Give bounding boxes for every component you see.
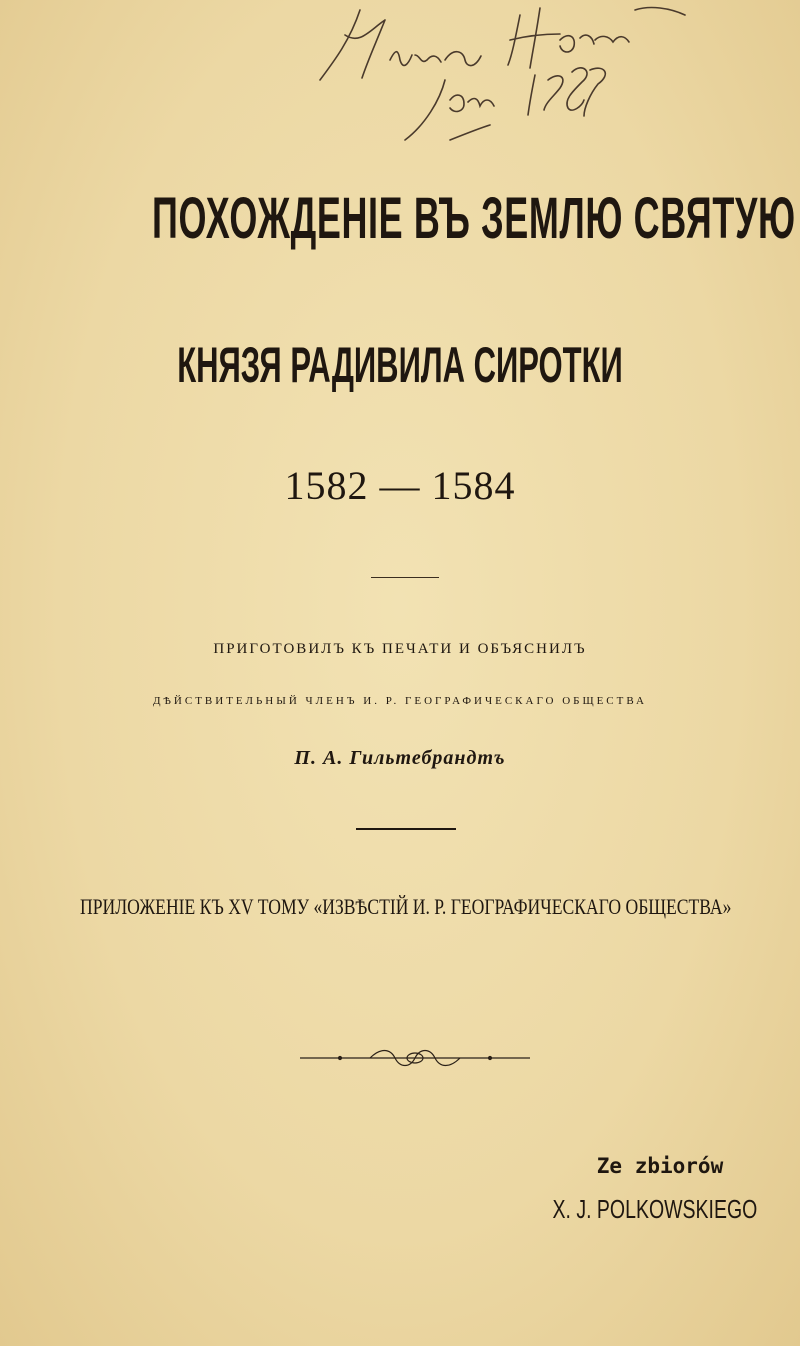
page-subtitle: КНЯЗЯ РАДИВИЛА СИРОТКИ — [177, 337, 623, 393]
member-line: ДѢЙСТВИТЕЛЬНЫЙ ЧЛЕНЪ И. Р. ГЕОГРАФИЧЕСКАГО ОБЩЕСТВА — [153, 695, 647, 707]
page-title: ПОХОЖДЕНІЕ ВЪ ЗЕМЛЮ СВЯТУЮ — [152, 186, 796, 251]
handwritten-signature — [290, 0, 710, 150]
stamp-line-1: Ze zbiorów — [596, 1154, 724, 1178]
divider-bold — [356, 828, 456, 830]
stamp-line-2: X. J. POLKOWSKIEGO — [552, 1194, 758, 1224]
years-range: 1582 — 1584 — [284, 463, 516, 508]
ornament-flourish-icon — [300, 1046, 530, 1070]
divider-short — [371, 577, 439, 578]
author-name: П. А. Гильтебрандтъ — [294, 747, 506, 769]
prepared-line: ПРИГОТОВИЛЪ КЪ ПЕЧАТИ И ОБЪЯСНИЛЪ — [213, 641, 587, 657]
appendix-line: ПРИЛОЖЕНІЕ КЪ XV ТОМУ «ИЗВѢСТІЙ И. Р. ГЕОГРАФИЧЕСКАГО ОБЩЕСТВА» — [80, 894, 732, 919]
